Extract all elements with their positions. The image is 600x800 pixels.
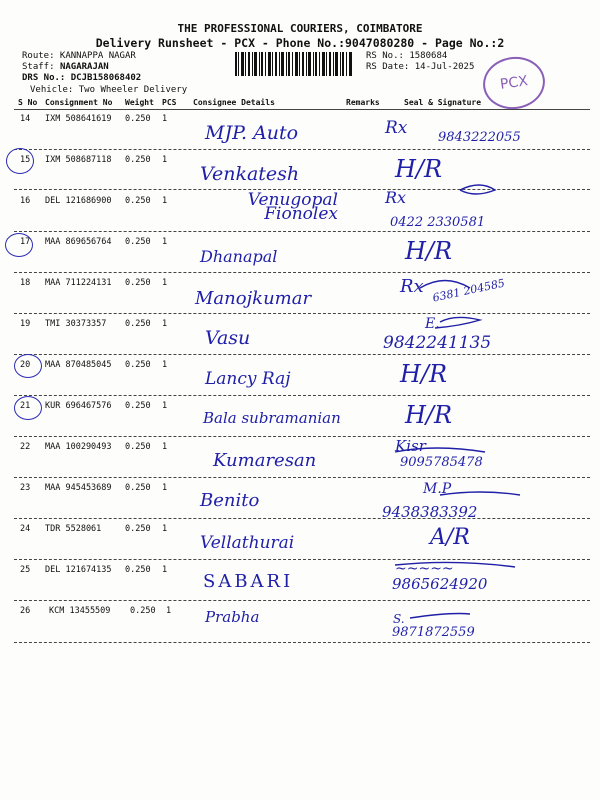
- route-text: Route: KANNAPPA NAGAR: [22, 51, 136, 61]
- row-weight: 0.250: [125, 196, 151, 206]
- ink-circle-mark: [14, 396, 42, 420]
- row-consignment: MAA 711224131: [45, 278, 112, 288]
- row-divider: [14, 395, 590, 396]
- row-consignment: IXM 508641619: [45, 114, 112, 124]
- row-weight: 0.250: [125, 442, 151, 452]
- row-sno: 15: [20, 155, 31, 165]
- handwritten-consignee: Vellathurai: [200, 533, 295, 553]
- vehicle-text: Vehicle: Two Wheeler Delivery: [30, 85, 188, 95]
- col-seal: Seal & Signature: [404, 98, 482, 107]
- col-weight: Weight: [125, 98, 154, 107]
- handwritten-signature: M.P: [423, 481, 452, 497]
- company-title: THE PROFESSIONAL COURIERS, COIMBATORE: [177, 22, 423, 35]
- row-divider: [14, 559, 590, 560]
- staff-label: Staff:: [22, 62, 55, 72]
- pcx-stamp: PCX: [480, 53, 549, 113]
- row-pcs: 1: [162, 360, 168, 370]
- handwritten-signature: Rx: [400, 276, 424, 297]
- staff-name: NAGARAJAN: [59, 62, 109, 72]
- rs-date: RS Date: 14-Jul-2025: [366, 62, 475, 72]
- handwritten-signature: A/R: [430, 525, 470, 550]
- handwritten-phone: 9871872559: [392, 625, 475, 640]
- handwritten-consignee: MJP. Auto: [205, 122, 299, 144]
- row-divider: [14, 518, 590, 519]
- row-consignment: IXM 508687118: [45, 155, 112, 165]
- row-sno: 23: [20, 483, 31, 493]
- col-pcs: PCS: [162, 98, 177, 107]
- row-consignment: MAA 869656764: [45, 237, 112, 247]
- row-weight: 0.250: [125, 401, 151, 411]
- row-consignment: MAA 870485045: [45, 360, 112, 370]
- row-pcs: 1: [162, 237, 168, 247]
- row-divider: [14, 477, 590, 478]
- handwritten-consignee: Vasu: [205, 327, 251, 349]
- handwritten-phone: 6381 204585: [431, 276, 507, 305]
- handwritten-consignee: Venkatesh: [200, 163, 300, 185]
- row-pcs: 1: [166, 606, 172, 616]
- staff-line: [22, 62, 109, 72]
- row-sno: 16: [20, 196, 31, 206]
- handwritten-phone: 9438383392: [382, 503, 478, 521]
- row-consignment: DEL 121674135: [45, 565, 112, 575]
- row-divider: [14, 272, 590, 273]
- ink-circle-mark: [5, 233, 33, 257]
- handwritten-consignee: Lancy Raj: [205, 369, 291, 389]
- barcode-image: [235, 52, 353, 76]
- row-sno: 22: [20, 442, 31, 452]
- handwritten-signature: H/R: [405, 401, 453, 429]
- row-sno: 26: [20, 606, 31, 616]
- handwritten-consignee: Dhanapal: [200, 247, 278, 266]
- handwritten-signature: S.: [393, 612, 405, 626]
- row-weight: 0.250: [125, 360, 151, 370]
- handwritten-signature: H/R: [405, 237, 453, 265]
- row-pcs: 1: [162, 155, 168, 165]
- handwritten-consignee: Prabha: [205, 608, 260, 626]
- handwritten-signature: H/R: [395, 155, 443, 183]
- row-divider: [14, 642, 590, 643]
- row-weight: 0.250: [125, 524, 151, 534]
- row-divider: [14, 313, 590, 314]
- row-pcs: 1: [162, 483, 168, 493]
- row-divider: [14, 149, 590, 150]
- row-sno: 25: [20, 565, 31, 575]
- col-consignee: Consignee Details: [193, 98, 275, 107]
- ink-circle-mark: [6, 148, 34, 174]
- row-weight: 0.250: [125, 278, 151, 288]
- row-sno: 14: [20, 114, 31, 124]
- row-divider: [14, 436, 590, 437]
- row-sno: 17: [20, 237, 31, 247]
- row-weight: 0.250: [125, 155, 151, 165]
- col-consignment: Consignment No: [45, 98, 113, 107]
- runsheet-subtitle: Delivery Runsheet - PCX - Phone No.:9047080280 - Page No.:2: [95, 36, 505, 50]
- row-pcs: 1: [162, 114, 168, 124]
- row-consignment: TMI 30373357: [45, 319, 107, 329]
- rs-number: RS No.: 1580684: [366, 51, 448, 61]
- handwritten-signature: H/R: [400, 360, 448, 388]
- handwritten-signature: E.: [425, 316, 440, 332]
- row-consignment: KUR 696467576: [45, 401, 112, 411]
- handwritten-phone: 9843222055: [438, 130, 521, 145]
- col-sno: S No: [18, 98, 38, 107]
- header-rule: [14, 109, 590, 110]
- row-consignment: MAA 100290493: [45, 442, 112, 452]
- row-consignment: TDR 5528061: [45, 524, 102, 534]
- row-consignment: MAA 945453689: [45, 483, 112, 493]
- drs-number: DRS No.: DCJB158068402: [22, 73, 142, 83]
- row-sno: 18: [20, 278, 31, 288]
- handwritten-phone: 0422 2330581: [390, 215, 486, 230]
- row-divider: [14, 231, 590, 232]
- row-pcs: 1: [162, 401, 168, 411]
- handwritten-consignee: Kumaresan: [213, 450, 317, 471]
- handwritten-consignee: Benito: [200, 490, 260, 511]
- row-weight: 0.250: [125, 237, 151, 247]
- row-weight: 0.250: [125, 114, 151, 124]
- row-sno: 19: [20, 319, 31, 329]
- handwritten-phone: 9095785478: [400, 455, 483, 470]
- handwritten-signature: Rx: [385, 188, 407, 207]
- handwritten-signature: Rx: [385, 118, 408, 138]
- handwritten-signature: Kisr: [395, 437, 426, 455]
- row-weight: 0.250: [130, 606, 156, 616]
- row-divider: [14, 600, 590, 601]
- col-remarks: Remarks: [346, 98, 380, 107]
- ink-circle-mark: [14, 354, 42, 378]
- row-consignment: DEL 121686900: [45, 196, 112, 206]
- row-pcs: 1: [162, 278, 168, 288]
- handwritten-consignee: SABARI: [203, 571, 294, 592]
- row-consignment: KCM 13455509: [49, 606, 111, 616]
- row-divider: [14, 354, 590, 355]
- row-pcs: 1: [162, 442, 168, 452]
- row-sno: 24: [20, 524, 31, 534]
- row-weight: 0.250: [125, 483, 151, 493]
- handwritten-consignee: Venugopal Fionolex: [247, 190, 338, 224]
- row-pcs: 1: [162, 524, 168, 534]
- row-sno: 20: [20, 360, 31, 370]
- handwritten-phone: 9842241135: [383, 333, 492, 353]
- handwritten-consignee: Bala subramanian: [203, 409, 341, 427]
- row-pcs: 1: [162, 319, 168, 329]
- row-weight: 0.250: [125, 319, 151, 329]
- handwritten-phone: 9865624920: [392, 575, 488, 593]
- handwritten-consignee: Manojkumar: [195, 288, 312, 309]
- row-pcs: 1: [162, 196, 168, 206]
- row-weight: 0.250: [125, 565, 151, 575]
- handwritten-signature: ~~~~~: [395, 561, 454, 577]
- row-sno: 21: [20, 401, 31, 411]
- row-pcs: 1: [162, 565, 168, 575]
